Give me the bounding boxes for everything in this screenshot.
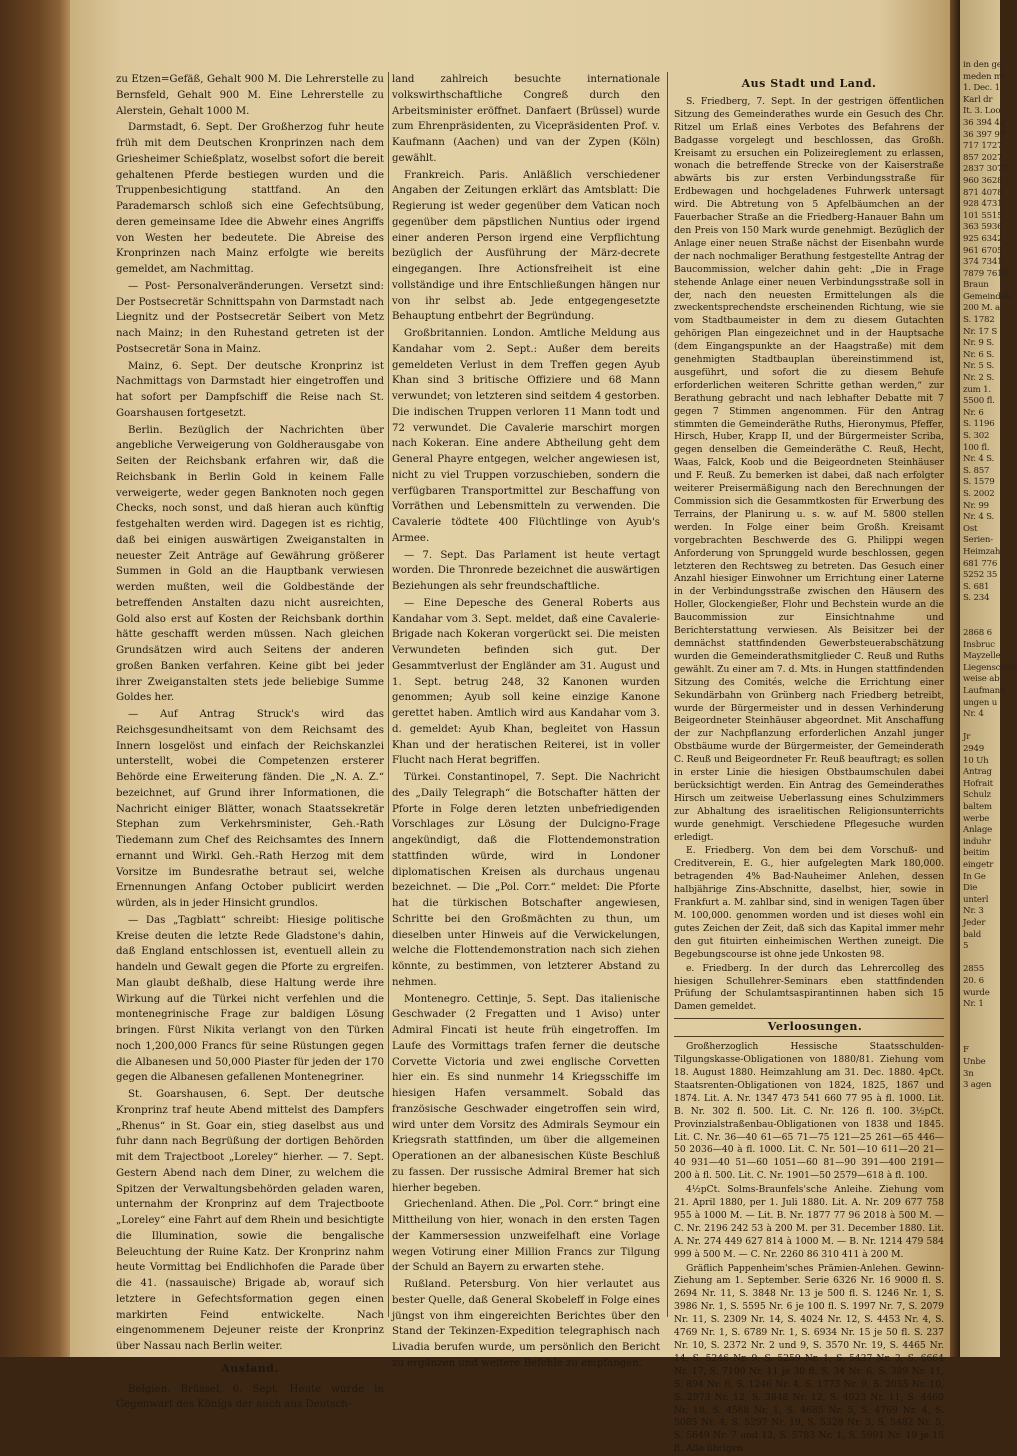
article-paragraph: S. Friedberg, 7. Sept. In der gestrigen öffentlichen Sitzung des Gemeinderathes wurde ein Gesuch des Chr. Ritzel um Erlaß eines Verbotes des Befahrens der Badgasse vorgelegt und beschlossen, das Großh. Kreisamt zu ersuchen ein Polizeireglement zu erlassen, wonach die betreffende Strecke von der Kaiserstraße abwärts bis zur ersten Verbindungsstraße für Erdbewagen und hochgeladenes Fuhrwerk untersagt wird. Die Abtretung von 5 Apfelbäumchen an der Fauerbacher Straße an die Friedberg-Hanauer Bahn um den Preis von 150 Mark wurde genehmigt. Bezüglich der Anlage einer neuen Straße nächst der Eisenbahn wurde der nach nochmaliger Berathung festgestellte Antrag der Baucommission, welcher dahin geht: „Die in Frage stehende Anlage einer neuen Verbindungsstraße soll in der, nach den neuesten Ermittelungen als die zweckentsprechendste erscheinenden Richtung, wie sie vom Stadtbaumeister in dem zu diesem Gutachten gehörigen Plan eingezeichnet und in der Hauptsache (dem Eingangspunkte an der Haagstraße) mit dem genehmigten Stadtbauplan übereinstimmend ist, ausgeführt, und sofort die zu diesem Behufe erforderlichen weiteren Schritte gethan werden,“ zur Berathung gebracht und nach lebhafter Debatte mit 7 gegen 7 Stimmen angenommen. Für den Antrag stimmten die Gemeinderäthe Ruths, Hieronymus, Pfeffer, Hirsch, Huber, Krapp II, und der Bürgermeister Scriba, gegen denselben die Gemeinderäthe C. Reuß, Hecht, Waas, Falck, Koob und die Beigeordneten Steinhäuser und F. Reuß. Zu bemerken ist dabei, daß nach erfolgter weiterer Preisermäßigung nach den Berechnungen der Commission sich die Gesammtkosten für Erwerbung des Terrains, der Planirung u. s. w. auf M. 5800 stellen werden. In Folge einer beim Großh. Kreisamt vorgebrachten Beschwerde des G. Philippi wegen Anforderung von Sprunggeld wurde beschlossen, gegen letzteren den Rechtsweg zu betreten. Das Gesuch einer Anzahl hiesiger Einwohner um Errichtung einer Laterne in der Verbindungsstraße zwischen den Häusern des Holler, Glockengießer, Flohr und Bechstein wurde an die Baucommission zur Einsichtnahme und Berichterstattung verwiesen. Als Beisitzer bei der demnächst stattfindenden Gewerbsteuerabschätzung wurden die Gemeinderathsmitglieder C. Reuß und Ruths gewählt. Zu einer am 7. d. Mts. in Hungen stattfindenden Sitzung des Comités, welche die Errichtung einer Sekundärbahn von Grünberg nach Friedberg betreibt, wurde der Bürgermeister und in dessen Verhinderung Beigeordneter Steinhäuser abgeordnet. Mit Anschaffung der zur Nachpflanzung erforderlichen Anzahl junger Obstbäume wurde der Bürgermeister, der Gemeinderath C. Reuß und Beigeordneter Fr. Reuß beauftragt; es sollen in erster Linie die hiesigen Obstbaumschulen dabei berücksichtigt werden. Ein Antrag des Gemeinderathes Hirsch um zeitweise Ueberlassung eines Schulzimmers zur Abhaltung des israelitischen Religionsunterrichts wurde genehmigt. Verschiedene Pflegesuche wurden erledigt. — [674, 95, 944, 843]
article-paragraph: Großbritannien. London. Amtliche Meldung aus Kandahar vom 2. Sept.: Außer dem bereits gemeldeten Verlust in dem Treffen gegen Ayub Khan sind 3 britische Offiziere und 68 Mann verwundet; von letzteren sind seitdem 4 gestorben. Die indischen Truppen verloren 11 Mann todt und 72 verwundet. Die Cavalerie marschirt morgen nach Kokeran. Eine andere Abtheilung geht dem General Phayre entgegen, welcher angewiesen ist, nicht zu viel Truppen vorzuschieben, sondern die verfügbaren Transportmittel zur Beschaffung von Vorräthen und Lebensmitteln zu verwenden. Die Cavalerie tödtete 400 Flüchtlinge von Ayub's Armee. — [392, 328, 660, 544]
column-2 — [392, 72, 660, 1369]
article-paragraph: Belgien. Brüssel, 6. Sept. Heute wurde in Gegenwart des Königs der auch aus Deutsch- — [116, 1383, 384, 1411]
article-paragraph: Rußland. Petersburg. Von hier verlautet aus bester Quelle, daß General Skobeleff in Folge eines jüngst von ihm eingereichten Berichtes über den Stand der Tekinzen-Expedition telegraphisch nach Livadia berufen wurde, um persönlich den Bericht zu ergänzen und weitere Befehle zu empfangen. — [392, 1279, 660, 1369]
article-paragraph: land zahlreich besuchte internationale volkswirthschaftliche Congreß durch den Arbeitsminister eröffnet. Danfaert (Brüssel) wurde zum Ehrenpräsidenten, zu Vicepräsidenten Prof. v. Kaufmann (Aachen) und van der Zypen (Köln) gewählt. — [392, 74, 660, 164]
section-heading-ausland: Ausland. — [221, 1361, 279, 1375]
article-paragraph: E. Friedberg. Von dem bei dem Vorschuß- und Creditverein, E. G., hier aufgelegten Mark 180,000. betragenden 4% Bad-Nauheimer Anlehen, dessen halbjährige Zins-Abschnitte, daselbst, hier, sowie in Frankfurt a. M. zahlbar sind, sind in wenigen Tagen über M. 100,000. genommen worden und ist dieses wohl ein gutes Zeichen der Zeit, daß sich das Kapital immer mehr den gut fituirten einheimischen Werthen zuneigt. Die Begebungscourse ist ohne jede Unkosten 98. — [674, 845, 944, 960]
article-paragraph: — 7. Sept. Das Parlament ist heute vertagt worden. Die Thronrede bezeichnet die auswärtigen Beziehungen als sehr freundschaftliche. — [392, 549, 660, 592]
column-rule-2 — [667, 72, 668, 1317]
section-heading-verloosungen: Verloosungen. — [674, 1018, 944, 1037]
section-heading-stadt-und-land: Aus Stadt und Land. — [741, 77, 877, 90]
column-3 — [674, 72, 944, 1455]
article-paragraph: Darmstadt, 6. Sept. Der Großherzog fuhr heute früh mit dem Deutschen Kronprinzen nach dem Griesheimer Schießplatz, woselbst sofort die bereit gehaltenen Pferde bestiegen wurden und die Truppenbesichtigung stattfand. An den Parademarsch schloß sich eine Gefechtsübung, deren gemeinsame Idee die Abwehr eines Angriffs von Westen her bedeutete. Die Abreise des Kronprinzen nach Mainz erfolgte wie bereits gemeldet, am Nachmittag. — [116, 122, 384, 275]
column-1 — [116, 72, 384, 1411]
article-paragraph: Griechenland. Athen. Die „Pol. Corr.“ bringt eine Mittheilung von hier, wonach in den ersten Tagen der Kammersession unzweifelhaft eine Vorlage wegen Votirung einer Million Francs zur Tilgung der Schuld an Bayern zu erwarten stehe. — [392, 1199, 660, 1274]
book-spine — [0, 0, 70, 1357]
article-paragraph: St. Goarshausen, 6. Sept. Der deutsche Kronprinz traf heute Abend mittelst des Dampfers „Rhenus“ in St. Goar ein, stieg daselbst aus und fuhr dann nach Begrüßung der dortigen Behörden mit dem Trajectboot „Loreley“ hierher. — 7. Sept. Gestern Abend nach dem Diner, zu welchem die Spitzen der Verwaltungsbehörden geladen waren, unternahm der Kronprinz auf dem Trajectboote „Loreley“ eine Fahrt auf dem Rhein und besichtigte die Illumination, sowie die bengalische Beleuchtung der Ruine Katz. Der Kronprinz nahm heute Vormittag bei Endlichhofen die Parade über die 41. (nassauische) Brigade ab, worauf sich letztere in Gefechtsformation gegen einen markirten Feind entwickelte. Nach eingenommenem Dejeuner reiste der Kronprinz über Nassau nach Berlin weiter. — [116, 1089, 384, 1352]
article-paragraph: Frankreich. Paris. Anläßlich verschiedener Angaben der Zeitungen erklärt das Amtsblatt: Die Regierung ist weder gegenüber dem Vatican noch gegenüber dem päpstlichen Nuntius oder irgend einer anderen Person irgend eine Verpflichtung bezüglich der Ausführung der März-decrete eingegangen. Ihre Actionsfreiheit ist eine vollständige und ihre Entschließungen hängen nur von ihr selbst ab. Jede entgegengesetzte Behauptung entbehrt der Begründung. — [392, 169, 660, 323]
article-paragraph: e. Friedberg. In der durch das Lehrercolleg des hiesigen Schullehrer-Seminars eben stattfindenden Prüfung der Schulamtsaspirantinnen haben sich 15 Damen gemeldet. — [674, 962, 944, 1013]
article-paragraph: — Eine Depesche des General Roberts aus Kandahar vom 3. Sept. meldet, daß eine Cavalerie-Brigade nach Kokeran vorgerückt sei. Die meisten Verwundeten befinden sich gut. Der Gesammtverlust der Engländer am 31. August und 1. Sept. betrug 248, 32 Kanonen wurden genommen; Ayub soll keine einzige Kanone gerettet haben. Amtlich wird aus Kandahar vom 3. d. gemeldet: Ayub Khan, begleitet von Hassun Khan und der heratischen Reiterei, ist in voller Flucht nach Herat begriffen. — [392, 597, 660, 767]
lottery-paragraph: Gräflich Pappenheim'sches Prämien-Anlehen. Gewinn-Ziehung am 1. September. Serie 6326 Nr. 16 9000 fl. S. 2694 Nr. 11, S. 3848 Nr. 13 je 500 fl. S. 1246 Nr. 1, S. 3986 Nr. 1, S. 5595 Nr. 6 je 100 fl. S. 1997 Nr. 7, S. 2079 Nr. 11, S. 2309 Nr. 14, S. 4024 Nr. 12, S. 4453 Nr. 4, S. 4769 Nr. 1, S. 6789 Nr. 1, S. 6934 Nr. 15 je 50 fl. S. 237 Nr. 10, S. 2372 Nr. 2 und 9, S. 3570 Nr. 19, S. 4465 Nr. 14, S. 5246 Nr. 9, S. 5259 Nr. 1, S. 5437 Nr. 3, S. 6664 Nr. 17, S. 7100 Nr. 11 je 30 fl. S. 34 Nr. 6, S. 389 Nr. 11, S. 894 Nr. 6, S. 1246 Nr. 4, S. 1773 Nr. 9, S. 2055 Nr. 10, S. 2973 Nr. 12, S. 3848 Nr. 12, S. 4023 Nr. 11, S. 4460 Nr. 18, S. 4568 Nr. 1, S. 4685 Nr. 5, S. 4769 Nr. 4, S. 5085 Nr. 4, S. 5297 Nr. 19, S. 5328 Nr. 3, S. 5482 Nr. 5, S. 5649 Nr. 7 und 12, S. 5783 Nr. 1, S. 5991 Nr. 19 je 15 fl. Alle übrigen — [674, 1262, 944, 1455]
article-paragraph: — Auf Antrag Struck's wird das Reichsgesundheitsamt von dem Reichsamt des Innern losgelöst und einfach der Reichskanzlei unterstellt, wobei die Competenzen ersterer Behörde eine Erweiterung fänden. Die „N. A. Z.“ bezeichnet, auf Grund ihrer Informationen, die Nachricht einiger Blätter, wonach Staatssekretär Stephan zum Verkehrsminister, Geh.-Rath Tiedemann zum Chef des Reichsamtes des Innern ernannt und Wirkl. Geh.-Rath Herzog mit dem Vorsitze im Bundesrathe betraut sei, welche Ernennungen Anfang October publicirt werden würden, als in jeder Hinsicht grundlos. — [116, 709, 384, 909]
article-paragraph: Montenegro. Cettinje, 5. Sept. Das italienische Geschwader (2 Fregatten und 1 Aviso) unter Admiral Fincati ist heute früh eingetroffen. Im Laufe des Vormittags trafen ferner die deutsche Corvette Victoria und zwei englische Corvetten hier ein. Es sind nunmehr 14 Kriegsschiffe im hiesigen Hafen versammelt. Sobald das französische Geschwader eingetroffen sein wird, wird unter dem Vorsitz des Admirals Seymour ein Kriegsrath stattfinden, um über die allgemeinen Operationen an der albanesischen Küste Beschluß zu fassen. Der russische Admiral Bremer hat sich hierher begeben. — [392, 993, 660, 1194]
lottery-paragraph: 4½pCt. Solms-Braunfels'sche Anleihe. Ziehung vom 21. April 1880, per 1. Juli 1880. Lit. A. Nr. 209 677 758 955 à 1000 M. — Lit. B. Nr. 1877 77 96 2018 à 500 M. — C. Nr. 2196 242 53 à 200 M. per 31. December 1880. Lit. A. Nr. 274 449 627 814 à 1000 M. — B. Nr. 1214 479 584 999 à 500 M. — C. Nr. 2260 86 310 411 à 200 M. — [674, 1184, 944, 1260]
article-paragraph: Berlin. Bezüglich der Nachrichten über angebliche Verweigerung von Goldherausgabe von Seiten der Reichsbank erfahren wir, daß die Reichsbank in Berlin Gold in keinem Falle verweigerte, weder gegen Banknoten noch gegen Checks, noch sonst, und daß hieran auch künftig festgehalten werden wird. Dagegen ist es richtig, daß bei einigen auswärtigen Zweiganstalten in neuester Zeit Anträge auf Gewährung größerer Summen in Gold an die Hauptbank verwiesen werden mußten, weil die Goldbestände der betreffenden Anstalten dazu nicht ausreichten, Gold also erst auf Kosten der Reichsbank dorthin hätte geschafft werden müssen. Nach gleichen Grundsätzen wird auch Seitens der anderen großen Banken verfahren. Keine gibt bei jeder ihrer Zweiganstalten stets jede beliebige Summe Goldes her. — [116, 424, 384, 704]
article-paragraph: Türkei. Constantinopel, 7. Sept. Die Nachricht des „Daily Telegraph“ die Botschafter hätten der Pforte in Folge deren letzten unbefriedigenden Vorschlages zur Lösung der Dulcigno-Frage angekündigt, daß die Flottendemonstration stattfinden würde, wird in Londoner diplomatischen Kreisen als durchaus ungenau bezeichnet. — Die „Pol. Corr.“ meldet: Die Pforte hat die türkischen Botschafter angewiesen, Schritte bei den Großmächten zu thun, um dieselben unter Hinweis auf die Verwickelungen, welche die Flottendemonstration nach sich ziehen könnte, zu bestimmen, von letzterer Abstand zu nehmen. — [392, 772, 660, 988]
next-page-edge — [960, 0, 1017, 1357]
article-paragraph: — Post- Personalveränderungen. Versetzt sind: Der Postsecretär Schnittspahn von Darmstadt nach Liegnitz und der Postsecretär Seibert von Metz nach Mainz; in den Ruhestand getreten ist der Postsecretär Sona in Mainz. — [116, 280, 384, 355]
article-paragraph: zu Etzen=Gefäß, Gehalt 900 M. Die Lehrerstelle zu Bernsfeld, Gehalt 900 M. Eine Lehrerstelle zu Alerstein, Gehalt 1000 M. — [116, 74, 384, 117]
newspaper-page — [70, 0, 950, 1455]
article-paragraph: — Das „Tagblatt“ schreibt: Hiesige politische Kreise deuten die letzte Rede Gladstone's dahin, daß England entschlossen ist, eventuell allein zu handeln und Gewalt gegen die Pforte zu ergreifen. Man glaubt deßhalb, diese Haltung werde ihre Wirkung auf die Türkei nicht verfehlen und die montenegrinische Frage zur baldigen Lösung bringen. Fürst Nikita verlangt von den Türken noch 1,200,000 Francs für seine Rüstungen gegen die Albanesen und 50,000 Piaster für jeden der 170 gegen die Albanesen gefallenen Montenegriner. — [116, 914, 384, 1084]
lottery-paragraph: Großherzoglich Hessische Staatsschulden-Tilgungskasse-Obligationen von 1880/81. Ziehung vom 18. August 1880. Heimzahlung am 31. Dec. 1880. 4pCt. Staatsrenten-Obligationen von 1824, 1825, 1867 und 1874. Lit. A. Nr. 1347 473 541 660 77 95 à fl. 1000. Lit. B. Nr. 302 fl. 500. Lit. C. Nr. 126 fl. 100. 3½pCt. Provinzialstraßenbau-Obligationen von 1838 und 1845. Lit. C. Nr. 36—40 61—65 71—75 121—25 261—65 446—50 2036—40 à fl. 1000. Lit. C. Nr. 501—10 611—20 21—40 931—40 51—60 1051—60 81—90 391—400 2191—200 à fl. 500. Lit. C. Nr. 1901—50 2579—618 à fl. 100. — [674, 1041, 944, 1182]
article-paragraph: Mainz, 6. Sept. Der deutsche Kronprinz ist Nachmittags von Darmstadt hier eingetroffen und hat sofort per Dampfschiff die Reise nach St. Goarshausen fortgesetzt. — [116, 360, 384, 419]
next-page-text-fragment: in den ge meden mi 1. Dec. 1 Karl dr It. 3. Loo 36 394 42 36 397 97 717 1727 857 2027 2837 3077 960 3628 871 4078 928 4731 101 5515 363 5936 925 6342 961 6705 374 7341 7879 7619 Braun Gemeindeb 200 M. a S. 1782 Nr. 17 S Nr. 9 S. Nr. 6 S. Nr. 5 S. Nr. 2 S. zum 1. 5500 fl. Nr. 6 S. 1196 S. 302 100 fl. Nr. 4 S. S. 857 S. 1579 S. 2002 Nr. 99 Nr. 4 S. Ost Serien- Heimzah 681 776 5252 35 S. 681 S. 234 2868 6 Insbruc Mayzelle Liegenschaft weise ab Laufmann ungen u Nr. 4 Jr 2949 10 Uh Antrag Hofrait Schulz baltem werbe Anlage induhr beitim eingetr In Ge Die unterl Nr. 3 Jeder bald 5 2855 20. 6 wurde Nr. 1 F Unbe 3n 3 agen — [963, 60, 1017, 1091]
page-gutter — [950, 0, 960, 1357]
column-rule-1 — [388, 72, 389, 1317]
